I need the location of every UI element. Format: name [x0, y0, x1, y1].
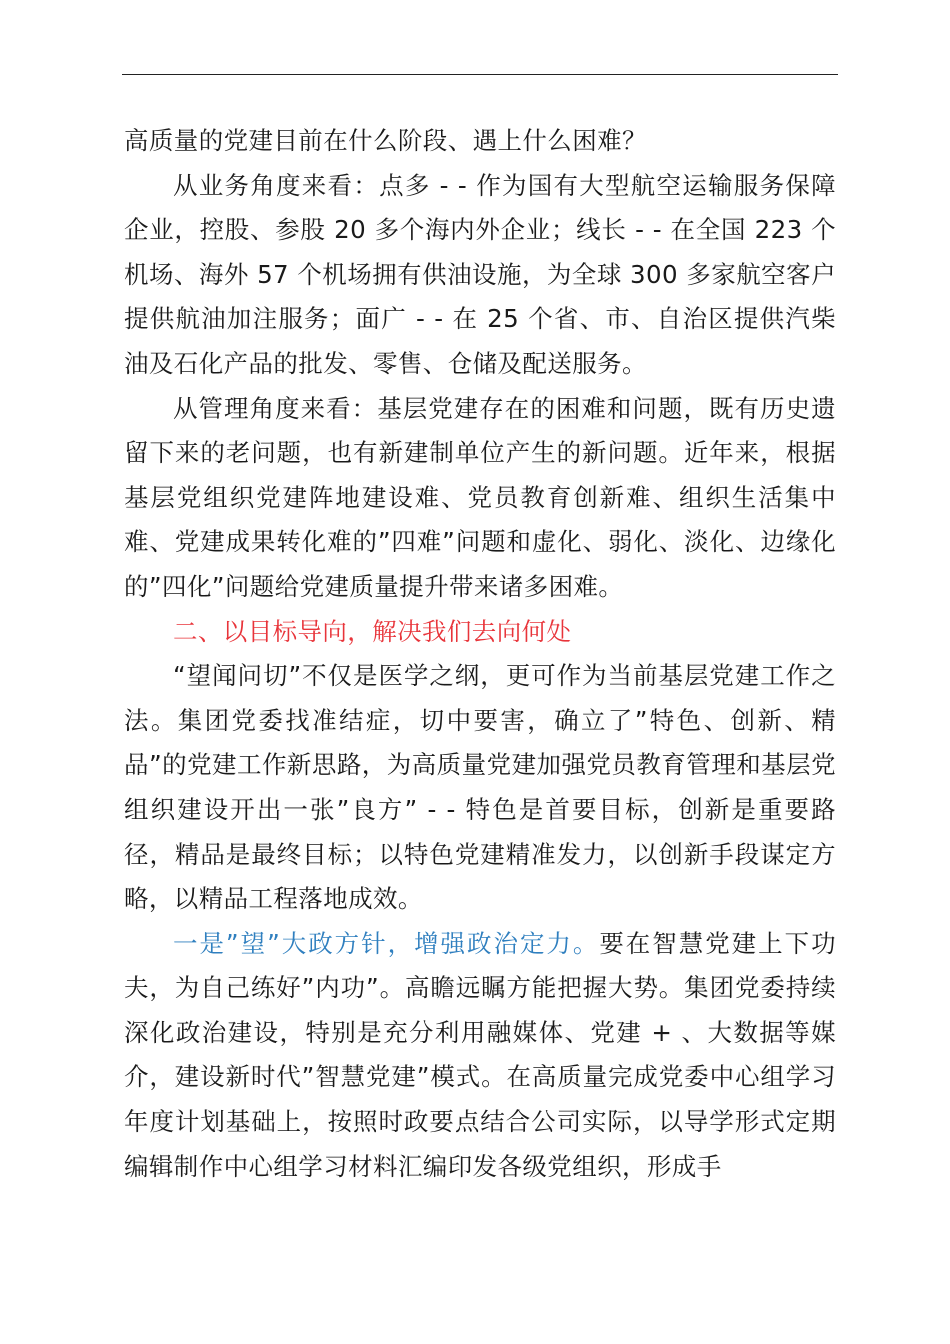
paragraph-business-perspective: 从业务角度来看：点多 - - 作为国有大型航空运输服务保障企业，控股、参股 20 多个海内外企业；线长 - - 在全国 223 个机场、海外 57 个机场拥有供油设施，为全球 300 多家航空客户提供航油加注服务；面广 - - 在 25 个省、市、自治区提供汽柴油及石化产品的批发、零售、仓储及配送服务。: [124, 170, 836, 378]
section-heading-2: 二、以目标导向，解决我们去向何处: [173, 616, 572, 646]
paragraph-management-perspective: 从管理角度来看：基层党建存在的困难和问题，既有历史遗留下来的老问题，也有新建制单位产生的新问题。近年来，根据基层党组织党建阵地建设难、党员教育创新难、组织生活集中难、党建成果转化难的”四难”问题和虚化、弱化、淡化、边缘化的”四化”问题给党建质量提升带来诸多困难。: [124, 393, 836, 601]
paragraph-point-one: [124, 922, 836, 1190]
paragraph-continuation: 高质量的党建目前在什么阶段、遇上什么困难？: [124, 126, 647, 155]
header-rule: [122, 74, 838, 75]
document-body: [124, 119, 836, 1189]
point-one-lead: 一是”望”大政方针，增强政治定力。: [173, 928, 600, 958]
point-one-text: 要在智慧党建上下功夫，为自己练好”内功”。高瞻远瞩方能把握大势。集团党委持续深化政治建设，特别是充分利用融媒体、党建 + 、大数据等媒介，建设新时代”智慧党建”模式。在高质量完成党委中心组学习年度计划基础上，按照时政要点结合公司实际，以导学形式定期编辑制作中心组学习材料汇编印发各级党组织，形成手: [124, 928, 836, 1181]
paragraph-diagnosis: “望闻问切”不仅是医学之纲，更可作为当前基层党建工作之法。集团党委找准结症，切中要害，确立了”特色、创新、精品”的党建工作新思路，为高质量党建加强党员教育管理和基层党组织建设开出一张”良方” - - 特色是首要目标，创新是重要路径，精品是最终目标；以特色党建精准发力，以创新手段谋定方略，以精品工程落地成效。: [124, 661, 836, 914]
